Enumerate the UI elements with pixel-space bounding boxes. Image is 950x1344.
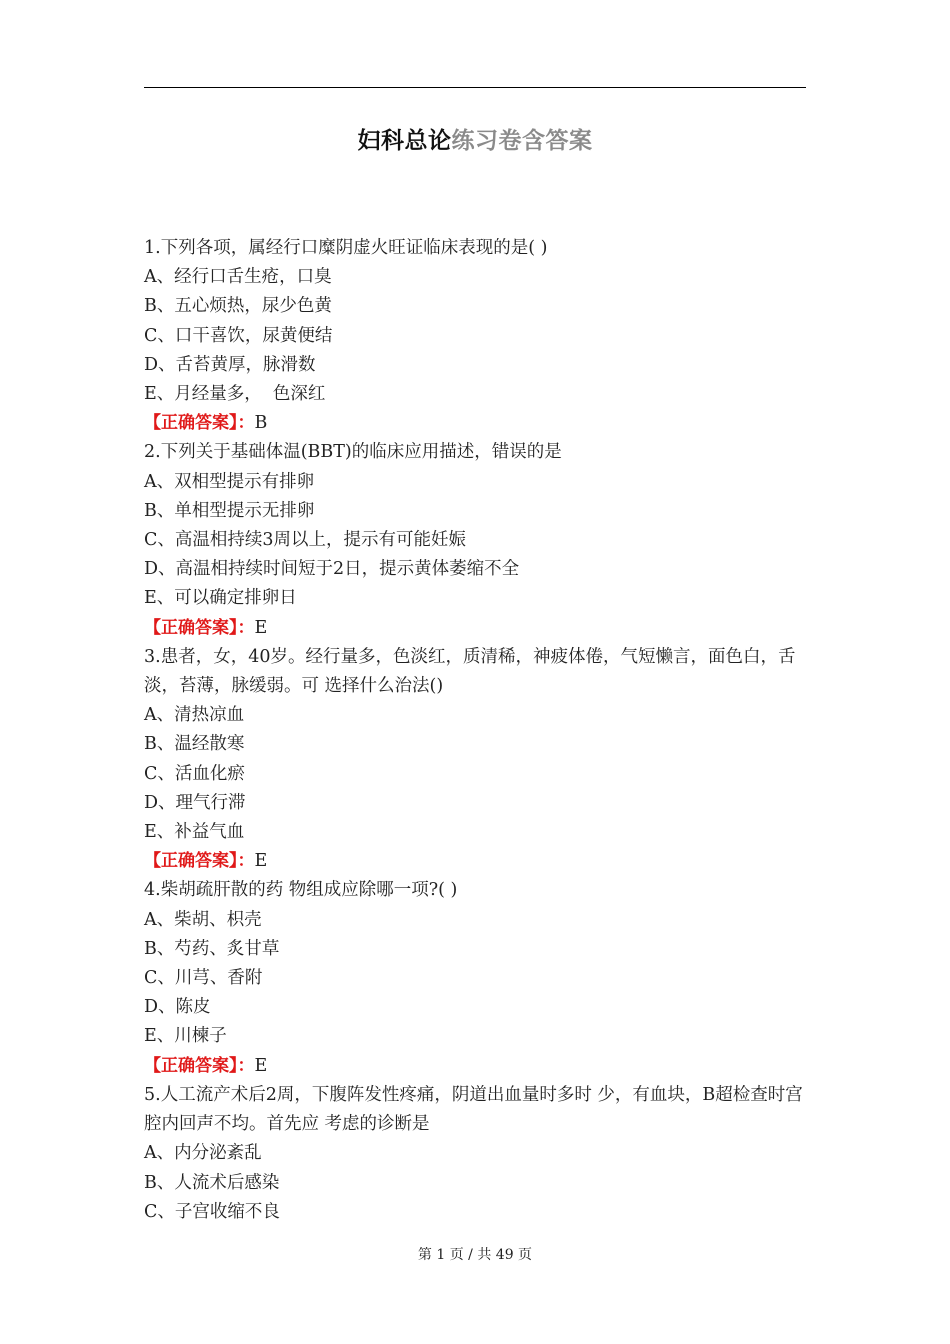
question-stem: 2.下列关于基础体温(BBT)的临床应用描述，错误的是 [144,442,562,463]
question-option: E、月经量多， 色深红 [144,384,326,405]
question-option: C、高温相持续3周以上，提示有可能妊娠 [144,530,467,551]
question-5 [144,1081,806,1227]
question-list [144,234,806,1227]
question-option: D、高温相持续时间短于2日，提示黄体萎缩不全 [144,559,520,580]
correct-answer [144,1052,806,1081]
question-option: A、内分泌紊乱 [144,1143,262,1164]
page-footer: 第 1 页 / 共 49 页 [417,1247,533,1263]
question-option: B、人流术后感染 [144,1172,280,1193]
answer-label: 【正确答案】： [144,851,255,872]
question-option: B、温经散寒 [144,734,245,755]
question-option: D、舌苔黄厚，脉滑数 [144,354,316,375]
question-stem: 3.患者，女，40岁。经行量多，色淡红，质清稀，神疲体倦，气短懒言，面色白，舌淡，苔薄，脉缓弱。可 选择什么治法() [144,646,796,697]
question-option: C、口干喜饮，尿黄便结 [144,325,333,346]
question-4 [144,876,806,1080]
answer-value: E [254,851,268,872]
answer-label: 【正确答案】： [144,1055,255,1076]
question-option: C、川芎、香附 [144,968,263,989]
question-option: C、子宫收缩不良 [144,1201,280,1222]
question-option: E、补益气血 [144,822,245,843]
question-stem: 5.人工流产术后2周，下腹阵发性疼痛，阴道出血量时多时 少，有血块，B超检查时宫腔内回声不均。首先应 考虑的诊断是 [144,1084,803,1135]
question-option: B、单相型提示无排卵 [144,500,315,521]
header-rule [144,87,806,88]
question-option: A、双相型提示有排卵 [144,471,315,492]
correct-answer [144,847,806,876]
title-dark-part: 妇科总论 [357,127,452,154]
question-option: D、陈皮 [144,997,211,1018]
correct-answer [144,614,806,643]
answer-value: B [254,413,268,434]
question-option: A、柴胡、枳壳 [144,909,262,930]
question-option: A、经行口舌生疮，口臭 [144,267,332,288]
question-2 [144,438,806,642]
question-3 [144,643,806,877]
question-option: B、芍药、炙甘草 [144,938,280,959]
answer-value: E [254,617,268,638]
question-option: D、理气行滞 [144,792,246,813]
question-option: E、川楝子 [144,1026,227,1047]
question-option: A、清热凉血 [144,705,245,726]
question-option: B、五心烦热，尿少色黄 [144,296,332,317]
title-light-part: 练习卷含答案 [451,127,593,154]
question-option: C、活血化瘀 [144,763,245,784]
answer-value: E [254,1055,268,1076]
answer-label: 【正确答案】： [144,617,255,638]
question-1 [144,234,806,438]
correct-answer [144,409,806,438]
answer-label: 【正确答案】： [144,413,255,434]
question-option: E、可以确定排卵日 [144,588,297,609]
question-stem: 4.柴胡疏肝散的药 物组成应除哪一项?( ) [144,880,458,901]
question-stem: 1.下列各项，属经行口糜阴虚火旺证临床表现的是( ) [144,238,548,258]
document-title [0,122,950,155]
